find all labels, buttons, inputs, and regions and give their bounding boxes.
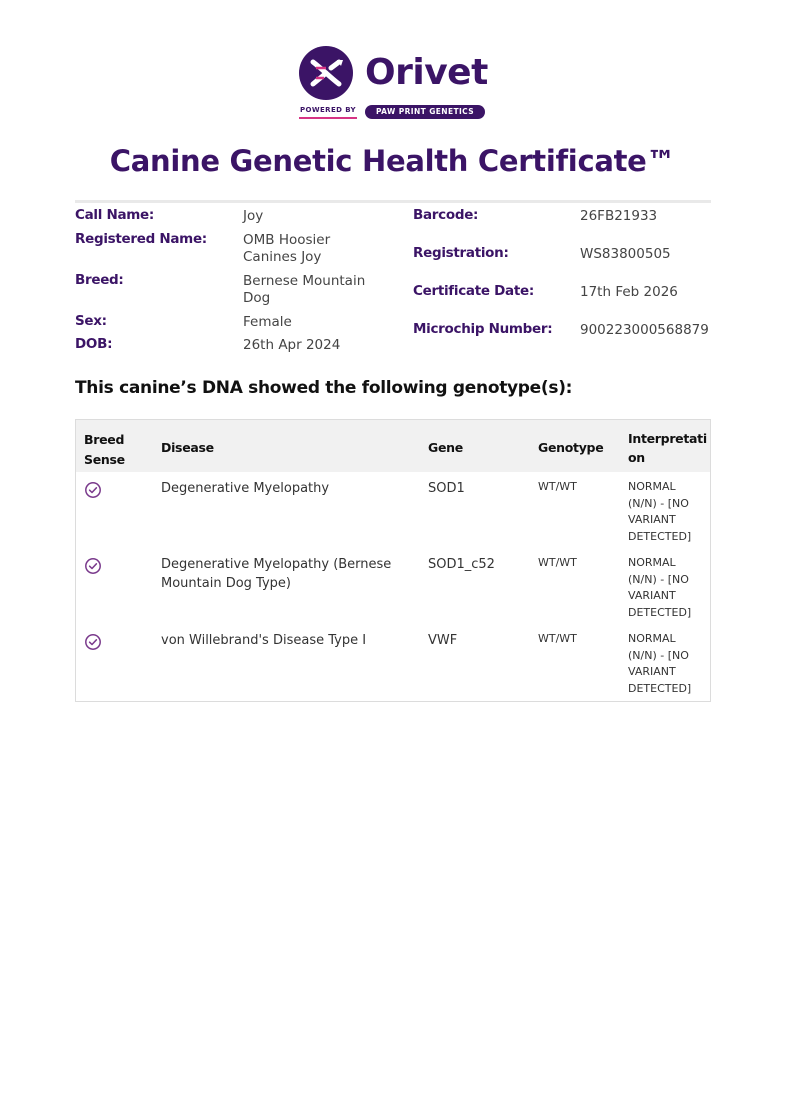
check-circle-icon: [84, 557, 102, 575]
orivet-logo: [299, 46, 489, 122]
dob-value: 26th Apr 2024: [243, 337, 341, 353]
interpretation-line: DETECTED]: [628, 529, 692, 543]
disease-cell: von Willebrand's Disease Type I: [161, 633, 367, 648]
brand-name: Orivet: [365, 52, 488, 93]
breed-label: Breed:: [75, 272, 124, 288]
header-genotype: Genotype: [538, 440, 604, 455]
breed-value-line2: Dog: [243, 290, 271, 306]
sex-label: Sex:: [75, 313, 107, 329]
breed-value-line1: Bernese Mountain: [243, 273, 366, 289]
header-interpretation-line2: on: [628, 450, 645, 465]
check-circle-icon: [84, 481, 102, 499]
interpretation-line: NORMAL: [628, 556, 676, 569]
disease-cell-line2: Mountain Dog Type): [161, 576, 291, 591]
genotype-table: [75, 419, 711, 702]
table-header: [76, 420, 710, 472]
check-circle-icon: [84, 633, 102, 651]
genotype-cell: WT/WT: [538, 632, 577, 645]
interpretation-line: DETECTED]: [628, 681, 692, 695]
page-title: Canine Genetic Health Certificate™: [109, 144, 676, 178]
certificate-date-value: 17th Feb 2026: [580, 284, 678, 300]
header-breed-sense-line1: Breed: [84, 432, 125, 447]
interpretation-line: (N/N) - [NO: [628, 572, 689, 586]
genotype-cell: WT/WT: [538, 556, 577, 569]
disease-cell: Degenerative Myelopathy: [161, 481, 330, 496]
header-gene: Gene: [428, 440, 463, 455]
call-name-value: Joy: [243, 208, 264, 224]
powered-by-label: POWERED BY: [299, 105, 357, 119]
interpretation-line: VARIANT: [628, 665, 676, 678]
registered-name-label: Registered Name:: [75, 231, 207, 247]
header-breed-sense-line2: Sense: [84, 452, 125, 467]
interpretation-line: VARIANT: [628, 589, 676, 602]
interpretation-line: NORMAL: [628, 632, 676, 645]
divider: [75, 200, 711, 203]
interpretation-line: (N/N) - [NO: [628, 648, 689, 662]
barcode-value: 26FB21933: [580, 208, 658, 224]
interpretation-line: VARIANT: [628, 513, 676, 526]
header-disease: Disease: [161, 440, 214, 455]
orivet-dna-icon: [299, 46, 353, 100]
microchip-value: 900223000568879: [580, 322, 709, 338]
genotype-cell: WT/WT: [538, 480, 577, 493]
registered-name-value-line1: OMB Hoosier: [243, 232, 331, 248]
registration-value: WS83800505: [580, 246, 671, 262]
call-name-label: Call Name:: [75, 207, 155, 223]
microchip-label: Microchip Number:: [413, 321, 553, 337]
gene-cell: SOD1: [428, 481, 465, 496]
partner-badge: PAW PRINT GENETICS: [365, 105, 485, 119]
interpretation-line: (N/N) - [NO: [628, 496, 689, 510]
gene-cell: SOD1_c52: [428, 557, 495, 572]
gene-cell: VWF: [428, 633, 458, 648]
disease-cell: Degenerative Myelopathy (Bernese: [161, 557, 392, 572]
interpretation-line: NORMAL: [628, 480, 676, 493]
registered-name-value-line2: Canines Joy: [243, 249, 322, 265]
interpretation-line: DETECTED]: [628, 605, 692, 619]
barcode-label: Barcode:: [413, 207, 479, 223]
header-interpretation-line1: Interpretati: [628, 431, 707, 446]
genotype-section-heading: This canine’s DNA showed the following genotype(s):: [75, 378, 573, 398]
sex-value: Female: [243, 314, 292, 330]
dob-label: DOB:: [75, 336, 113, 352]
registration-label: Registration:: [413, 245, 509, 261]
certificate-date-label: Certificate Date:: [413, 283, 534, 299]
